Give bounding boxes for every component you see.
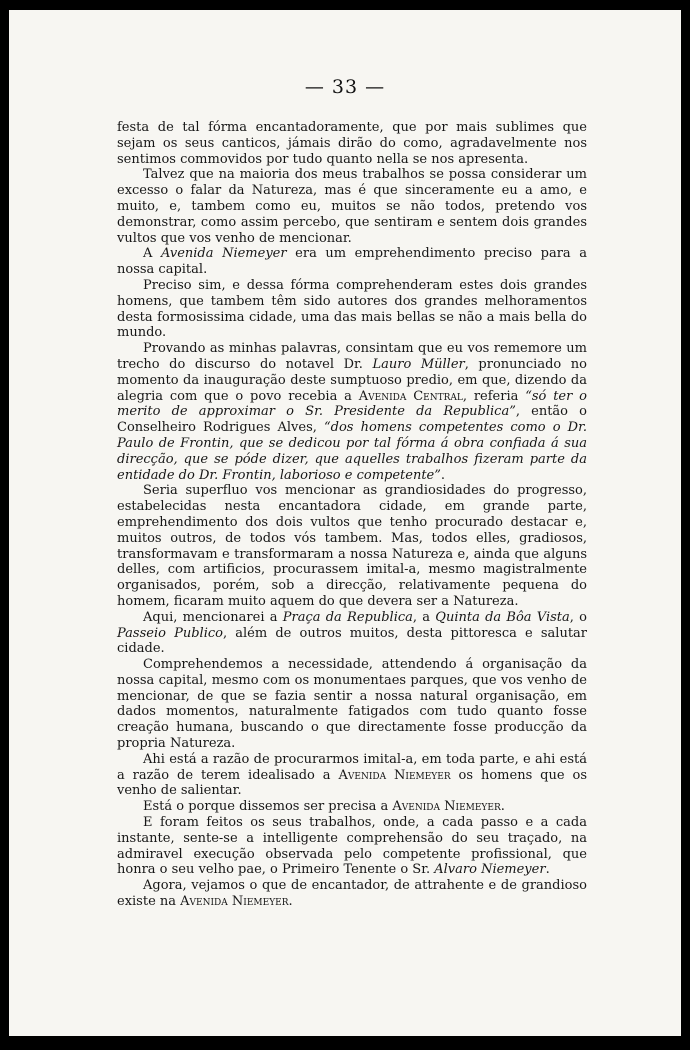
text-span: , pronunciado no momento da inauguração deste sumptuoso predio, em que, dizendo da alegria com que o povo recebia a xyxy=(117,356,587,404)
italic-span: Quinta da Bôa Vista xyxy=(435,609,570,625)
paragraph-p10 xyxy=(117,815,587,878)
smallcaps-span: Avenida Niemeyer xyxy=(392,799,501,815)
text-span: Agora, vejamos o que de encantador, de attrahente e de grandioso existe na xyxy=(117,878,587,910)
italic-span: Alvaro Niemeyer xyxy=(434,862,546,878)
paragraph-p0 xyxy=(117,120,587,167)
text-span: . xyxy=(440,467,446,483)
text-span: . xyxy=(545,862,550,878)
italic-span: Lauro Müller xyxy=(372,356,465,372)
text-span: Talvez que na maioria dos meus trabalhos se possa considerar um excesso o falar da Natureza, mas é que sinceramente eu a amo, e muito, e, tambem como eu, muitos se não todos, pretendo vos demonstrar, como assim percebo, que sentiram e sentem dois grandes vultos que vos venho de mencionar. xyxy=(117,167,587,246)
paragraph-p9 xyxy=(117,799,587,815)
page-number: — 33 — xyxy=(304,76,386,98)
paragraph-p7 xyxy=(117,657,587,752)
text-span: , o xyxy=(569,609,587,625)
paragraph-p8 xyxy=(117,752,587,799)
text-span: Provando as minhas palavras, consintam que eu vos rememore um trecho do discurso do notavel Dr. xyxy=(117,341,587,372)
text-span: era um emprehendimento preciso para a nossa capital. xyxy=(117,246,588,278)
paragraph-p1 xyxy=(117,167,587,246)
text-span: Ahi está a razão de procurarmos imital-a, em toda parte, e ahi está a razão de terem idealisado a xyxy=(117,751,587,783)
smallcaps-span: Avenida Niemeyer xyxy=(338,767,451,783)
paragraph-p11 xyxy=(117,878,587,910)
text-span: , referia xyxy=(462,388,526,404)
italic-span: “só ter o merito de approximar o Sr. Presidente da Republica” xyxy=(117,388,587,420)
smallcaps-span: Avenida Niemeyer xyxy=(180,894,289,910)
text-span: os homens que os venho de salientar. xyxy=(117,767,587,799)
text-span: , além de outros muitos, desta pittoresca e salutar cidade. xyxy=(117,625,588,657)
paragraph-p3 xyxy=(117,278,587,341)
text-span: Aqui, mencionarei a xyxy=(143,609,283,625)
italic-span: “dos homens competentes como o Dr. Paulo de Frontin, que se dedicou por tal fórma á obra confiada á sua direcção, que se póde dizer, que aquelles trabalhos fizeram parte da entidade do Dr. Frontin, laborioso e competente” xyxy=(117,420,587,483)
text-span: . xyxy=(288,894,293,910)
text-span: . xyxy=(500,799,505,815)
italic-span: Praça da Republica xyxy=(282,609,413,625)
text-span: E foram feitos os seus trabalhos, onde, a cada passo e a cada instante, sente-se a intelligente comprehensão do seu traçado, na admiravel execução observada pelo competente profissional, que honra o seu velho pae, o Primeiro Tenente o Sr. xyxy=(117,815,587,878)
paragraph-p4 xyxy=(117,341,587,483)
page-body-text xyxy=(117,120,587,910)
smallcaps-span: Avenida Central xyxy=(358,388,463,404)
text-span: , a xyxy=(412,609,436,625)
italic-span: Passeio Publico xyxy=(117,625,223,641)
text-span: , então o Conselheiro Rodrigues Alves, xyxy=(117,404,588,436)
text-span: Preciso sim, e dessa fórma comprehenderam estes dois grandes homens, que tambem têm sido autores dos grandes melhoramentos desta formosissima cidade, uma das mais bellas se não a mais bella do mundo. xyxy=(117,277,587,341)
text-span: A xyxy=(143,246,161,262)
text-span: Está o porque dissemos ser precisa a xyxy=(143,799,393,815)
book-page xyxy=(9,10,681,1036)
text-span: Seria superfluo vos mencionar as grandiosidades do progresso, estabelecidas nesta encantadora cidade, em grande parte, emprehendimento dos dois vultos que tenho procurado destacar e, muitos outros, de todos vós tambem. Mas, todos elles, gradiosos, transformavam e transformaram a nossa Natureza e, ainda que alguns delles, com artificios, procurassem imital-a, mesmo magistralmente organisados, porém, sob a direcção, relativamente pequena do homem, ficaram muito aquem do que devera ser a Natureza. xyxy=(117,483,587,609)
text-span: festa de tal fórma encantadoramente, que por mais sublimes que sejam os seus canticos, jámais dirão do como, agradavelmente nos sentimos commovidos por tudo quanto nella se nos apresenta. xyxy=(117,120,587,167)
italic-span: Avenida Niemeyer xyxy=(160,246,287,262)
paragraph-p2 xyxy=(117,246,587,278)
paragraph-p6 xyxy=(117,610,587,657)
paragraph-p5 xyxy=(117,483,587,609)
text-span: Comprehendemos a necessidade, attendendo á organisação da nossa capital, mesmo com os monumentaes parques, que vos venho de mencionar, de que se fazia sentir a nossa natural organisação, em dados momentos, naturalmente fatigados com tudo quanto fosse creação humana, buscando o que directamente fosse producção da propria Natureza. xyxy=(117,657,587,752)
